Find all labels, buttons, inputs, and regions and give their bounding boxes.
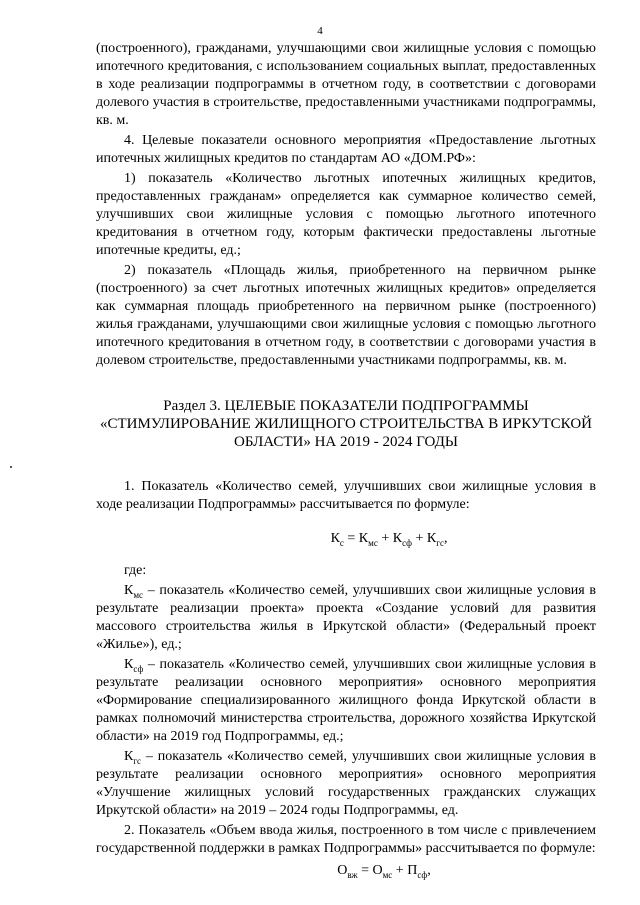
paragraph-indicator-2: 2) показатель «Площадь жилья, приобретенного на первичном рынке (построенного) за счет льготных ипотечных жилищных кредитов» определяется как суммарная площадь приобретенного на первичном рынке (построенного) жилья гражданами, улучшающими свои жилищные условия с помощью льготного ипотечного кредитования в отчетном году, в соответствии с договорами участия в долевом строительстве, предоставленными участниками подпрограммы, кв. м.: [96, 263, 596, 368]
paragraph-continuation: (построенного), гражданами, улучшающими свои жилищные условия с помощью ипотечного кредитования, с использованием социальных выплат, предоставленных в ходе реализации подпрограммы в отчетном году, в соответствии с договорами долевого участия в строительстве, предоставленными участниками подпрограммы, кв. м.: [96, 41, 596, 128]
formula-families: $К_с = К_{мс} + К_{сф} + К_{гс}$,: [330, 531, 448, 548]
paragraph-indicator-1: 1) показатель «Количество льготных ипотечных жилищных кредитов, предоставленных гражданам» определяется как суммарное количество семей, улучшивших свои жилищные условия с помощью льготного ипотечного кредитования в отчетном году, которым фактически предоставлены льготные ипотечные кредиты, ед.;: [96, 171, 596, 258]
section-heading-line-1: Раздел 3. ЦЕЛЕВЫЕ ПОКАЗАТЕЛИ ПОДПРОГРАММЫ: [163, 398, 529, 414]
paragraph-target-indicators: 4. Целевые показатели основного мероприятия «Предоставление льготных ипотечных жилищных кредитов по стандартам АО «ДОМ.РФ»:: [96, 133, 596, 166]
formula-housing-volume: $О_{вж} = О_{мс} + П_{сф}$,: [337, 863, 431, 880]
scan-dot: [10, 466, 12, 468]
definition-ksf: $К_{сф}$ – показатель «Количество семей, улучшивших свои жилищные условия в результате реализации основного мероприятия» основного мероприятия «Формирование специализированного жилищного фонда Иркутской области в рамках полномочий министерства строительства, дорожного хозяйства Иркутской области» на 2019 год Подпрограммы, ед.;: [96, 657, 596, 744]
definition-kms: $К_{мс}$ – показатель «Количество семей, улучшивших свои жилищные условия в результате реализации проекта» проекта «Создание условий для развития массового строительства жилья в Иркутской области» (Федеральный проект «Жилье»), ед.;: [96, 583, 596, 652]
section-heading-line-2: «СТИМУЛИРОВАНИЕ ЖИЛИЩНОГО СТРОИТЕЛЬСТВА В ИРКУТСКОЙ: [100, 416, 592, 432]
paragraph-housing-volume-indicator: 2. Показатель «Объем ввода жилья, построенного в том числе с привлечением государственной поддержки в рамках Подпрограммы» рассчитывается по формуле:: [96, 823, 596, 856]
paragraph-families-indicator: 1. Показатель «Количество семей, улучшивших свои жилищные условия в ходе реализации Подпрограммы» рассчитывается по формуле:: [96, 479, 596, 512]
page-body: [96, 40, 596, 880]
section-heading-line-3: ОБЛАСТИ» НА 2019 - 2024 ГОДЫ: [234, 434, 458, 450]
definition-kgs: $К_{гс}$ – показатель «Количество семей, улучшивших свои жилищные условия в результате реализации основного мероприятия» основного мероприятия «Улучшение жилищных условий государственных гражданских служащих Иркутской области» на 2019 – 2024 годы Подпрограммы, ед.: [96, 749, 596, 818]
section-heading: [96, 397, 596, 451]
where-label: где:: [124, 563, 147, 578]
page-number: 4: [317, 25, 323, 37]
